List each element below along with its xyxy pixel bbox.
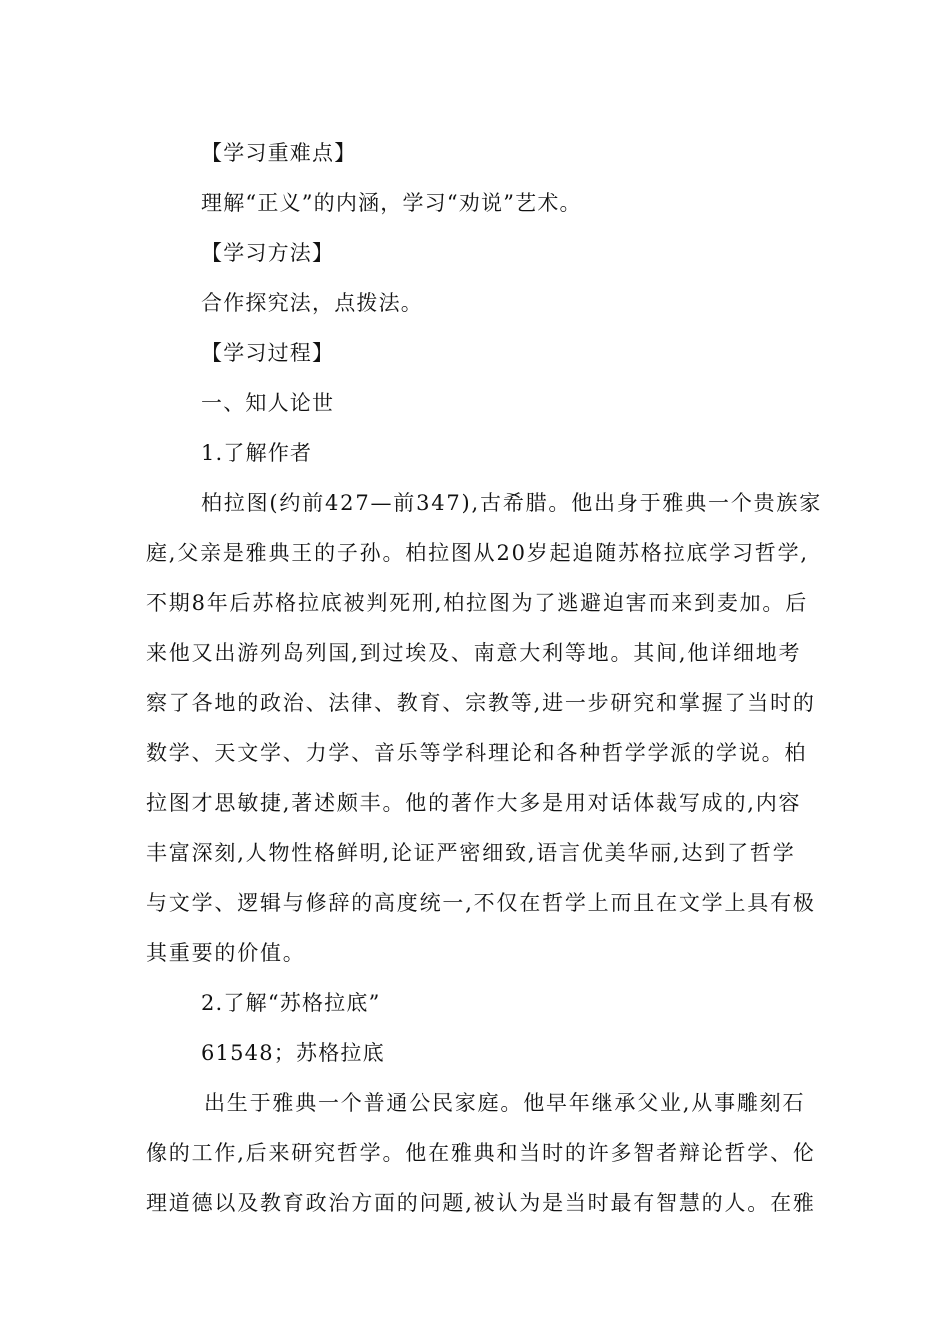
paragraph-line: 拉图才思敏捷,著述颇丰。他的著作大多是用对话体裁写成的,内容 bbox=[146, 791, 802, 815]
paragraph-line: 理道德以及教育政治方面的问题,被认为是当时最有智慧的人。在雅 bbox=[146, 1191, 816, 1215]
paragraph-line: 像的工作,后来研究哲学。他在雅典和当时的许多智者辩论哲学、伦 bbox=[146, 1141, 816, 1165]
item-heading-one: 1.了解作者 bbox=[201, 441, 313, 465]
paragraph-line: 丰富深刻,人物性格鲜明,论证严密细致,语言优美华丽,达到了哲学 bbox=[146, 841, 796, 865]
paragraph-line: 察了各地的政治、法律、教育、宗教等,进一步研究和掌握了当时的 bbox=[146, 691, 816, 715]
document-body bbox=[146, 128, 823, 1228]
heading-method: 【学习方法】 bbox=[201, 241, 335, 265]
paragraph-line: 数学、天文学、力学、音乐等学科理论和各种哲学学派的学说。柏 bbox=[146, 741, 808, 765]
paragraph-line: 出生于雅典一个普通公民家庭。他早年继承父业,从事雕刻石 bbox=[204, 1091, 806, 1115]
paragraph-line: 来他又出游列岛列国,到过埃及、南意大利等地。其间,他详细地考 bbox=[146, 641, 802, 665]
paragraph-line: 与文学、逻辑与修辞的高度统一,不仅在哲学上而且在文学上具有极 bbox=[146, 891, 816, 915]
item-heading-two: 2.了解“苏格拉底” bbox=[201, 991, 381, 1015]
plato-paragraph bbox=[146, 478, 823, 978]
paragraph-line: 柏拉图(约前427—前347),古希腊。他出身于雅典一个贵族家 bbox=[201, 491, 823, 515]
paragraph-line: 庭,父亲是雅典王的子孙。柏拉图从20岁起追随苏格拉底学习哲学, bbox=[146, 541, 809, 565]
key-points-text: 理解“正义”的内涵，学习“劝说”艺术。 bbox=[201, 191, 582, 215]
socrates-label: 61548；苏格拉底 bbox=[201, 1041, 385, 1065]
socrates-paragraph bbox=[146, 1078, 816, 1228]
section-heading-one: 一、知人论世 bbox=[201, 391, 335, 415]
heading-process: 【学习过程】 bbox=[201, 341, 335, 365]
paragraph-line: 不期8年后苏格拉底被判死刑,柏拉图为了逃避迫害而来到麦加。后 bbox=[146, 591, 809, 615]
paragraph-line: 其重要的价值。 bbox=[146, 941, 306, 965]
heading-key-points: 【学习重难点】 bbox=[201, 141, 357, 165]
method-text: 合作探究法，点拨法。 bbox=[201, 291, 423, 315]
